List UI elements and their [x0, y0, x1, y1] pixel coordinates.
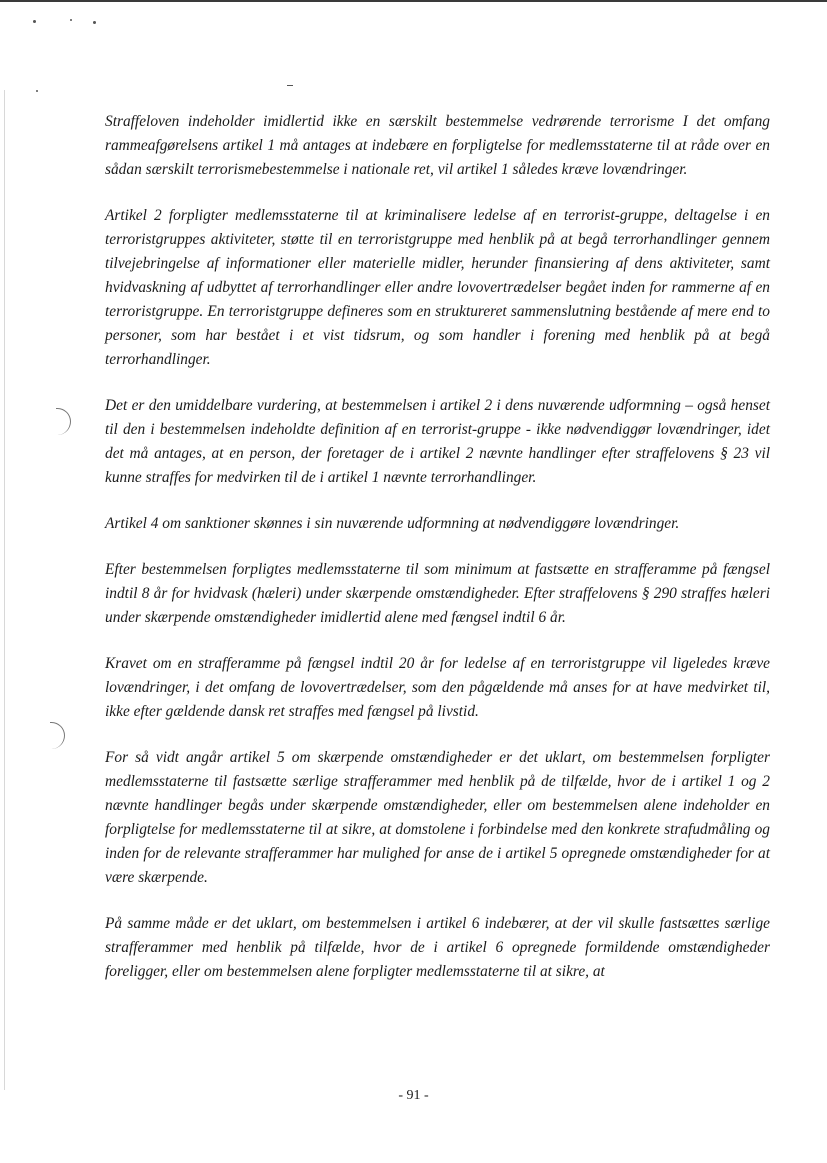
- scan-speck: [33, 20, 36, 23]
- paragraph: Straffeloven indeholder imidlertid ikke en særskilt bestemmelse vedrørende terrorisme I det omfang rammeafgørelsens artikel 1 må antages at indebære en forpligtelse for medlemsstaterne til at råde over en sådan særskilt terrorismebestemmelse i nationale ret, vil artikel 1 således kræve lovændringer.: [105, 113, 770, 178]
- page-number: - 91 -: [398, 1088, 429, 1103]
- scan-speck: [93, 21, 96, 24]
- paragraph: For så vidt angår artikel 5 om skærpende omstændigheder er det uklart, om bestemmelsen forpligter medlemsstaterne til fastsætte særlige strafferammer med henblik på de tilfælde, hvor de i artikel 1 og 2 nævnte handlinger begås under skærpende omstændigheder, eller om bestemmelsen alene indeholder en forpligtelse for medlemsstaterne til at sikre, at domstolene i forbindelse med den konkrete strafudmåling og inden for de relevante strafferammer har mulighed for anse de i artikel 5 opregnede omstændigheder for at være skærpende.: [105, 749, 770, 886]
- paragraph: På samme måde er det uklart, om bestemmelsen i artikel 6 indebærer, at der vil skulle fastsættes særlige strafferammer med henblik på tilfælde, hvor de i artikel 6 opregnede formildende omstændigheder foreligger, eller om bestemmelsen alene forpligter medlemsstaterne til at sikre, at: [105, 915, 770, 980]
- top-border-line: [0, 0, 827, 2]
- scan-speck: [287, 85, 293, 86]
- left-margin-line: [4, 90, 5, 1090]
- scan-speck: [70, 19, 72, 21]
- paragraph: Artikel 4 om sanktioner skønnes i sin nuværende udformning at nødvendiggøre lovændringer.: [105, 515, 680, 532]
- body-text: [105, 110, 770, 1006]
- margin-bracket-mark: [50, 722, 65, 749]
- margin-bracket-mark: [56, 408, 71, 435]
- paragraph: Det er den umiddelbare vurdering, at bestemmelsen i artikel 2 i dens nuværende udformning – også henset til den i bestemmelsen indeholdte definition af en terrorist-gruppe - ikke nødvendiggør lovændringer, idet det må antages, at en person, der foretager de i artikel 2 nævnte handlinger efter straffelovens § 23 vil kunne straffes for medvirken til de i artikel 1 nævnte terrorhandlinger.: [105, 397, 770, 486]
- scan-speck: [36, 90, 38, 92]
- paragraph: Artikel 2 forpligter medlemsstaterne til at kriminalisere ledelse af en terrorist-gruppe, deltagelse i en terroristgruppes aktiviteter, støtte til en terroristgruppe med henblik på at begå terrorhandlinger gennem tilvejebringelse af informationer eller materielle midler, herunder finansiering af dens aktiviteter, samt hvidvaskning af udbyttet af terrorhandlinger eller andre lovovertrædelser begået inden for rammerne af en terroristgruppe. En terroristgruppe defineres som en struktureret sammenslutning bestående af mere end to personer, som har bestået i et vist tidsrum, og som handler i forening med henblik på at begå terrorhandlinger.: [105, 207, 770, 368]
- paragraph: Kravet om en strafferamme på fængsel indtil 20 år for ledelse af en terroristgruppe vil ligeledes kræve lovændringer, i det omfang de lovovertrædelser, som den pågældende må anses for at have medvirket til, ikke efter gældende dansk ret straffes med fængsel på livstid.: [105, 655, 770, 720]
- paragraph: Efter bestemmelsen forpligtes medlemsstaterne til som minimum at fastsætte en strafferamme på fængsel indtil 8 år for hvidvask (hæleri) under skærpende omstændigheder. Efter straffelovens § 290 straffes hæleri under skærpende omstændigheder imidlertid alene med fængsel indtil 6 år.: [105, 561, 770, 626]
